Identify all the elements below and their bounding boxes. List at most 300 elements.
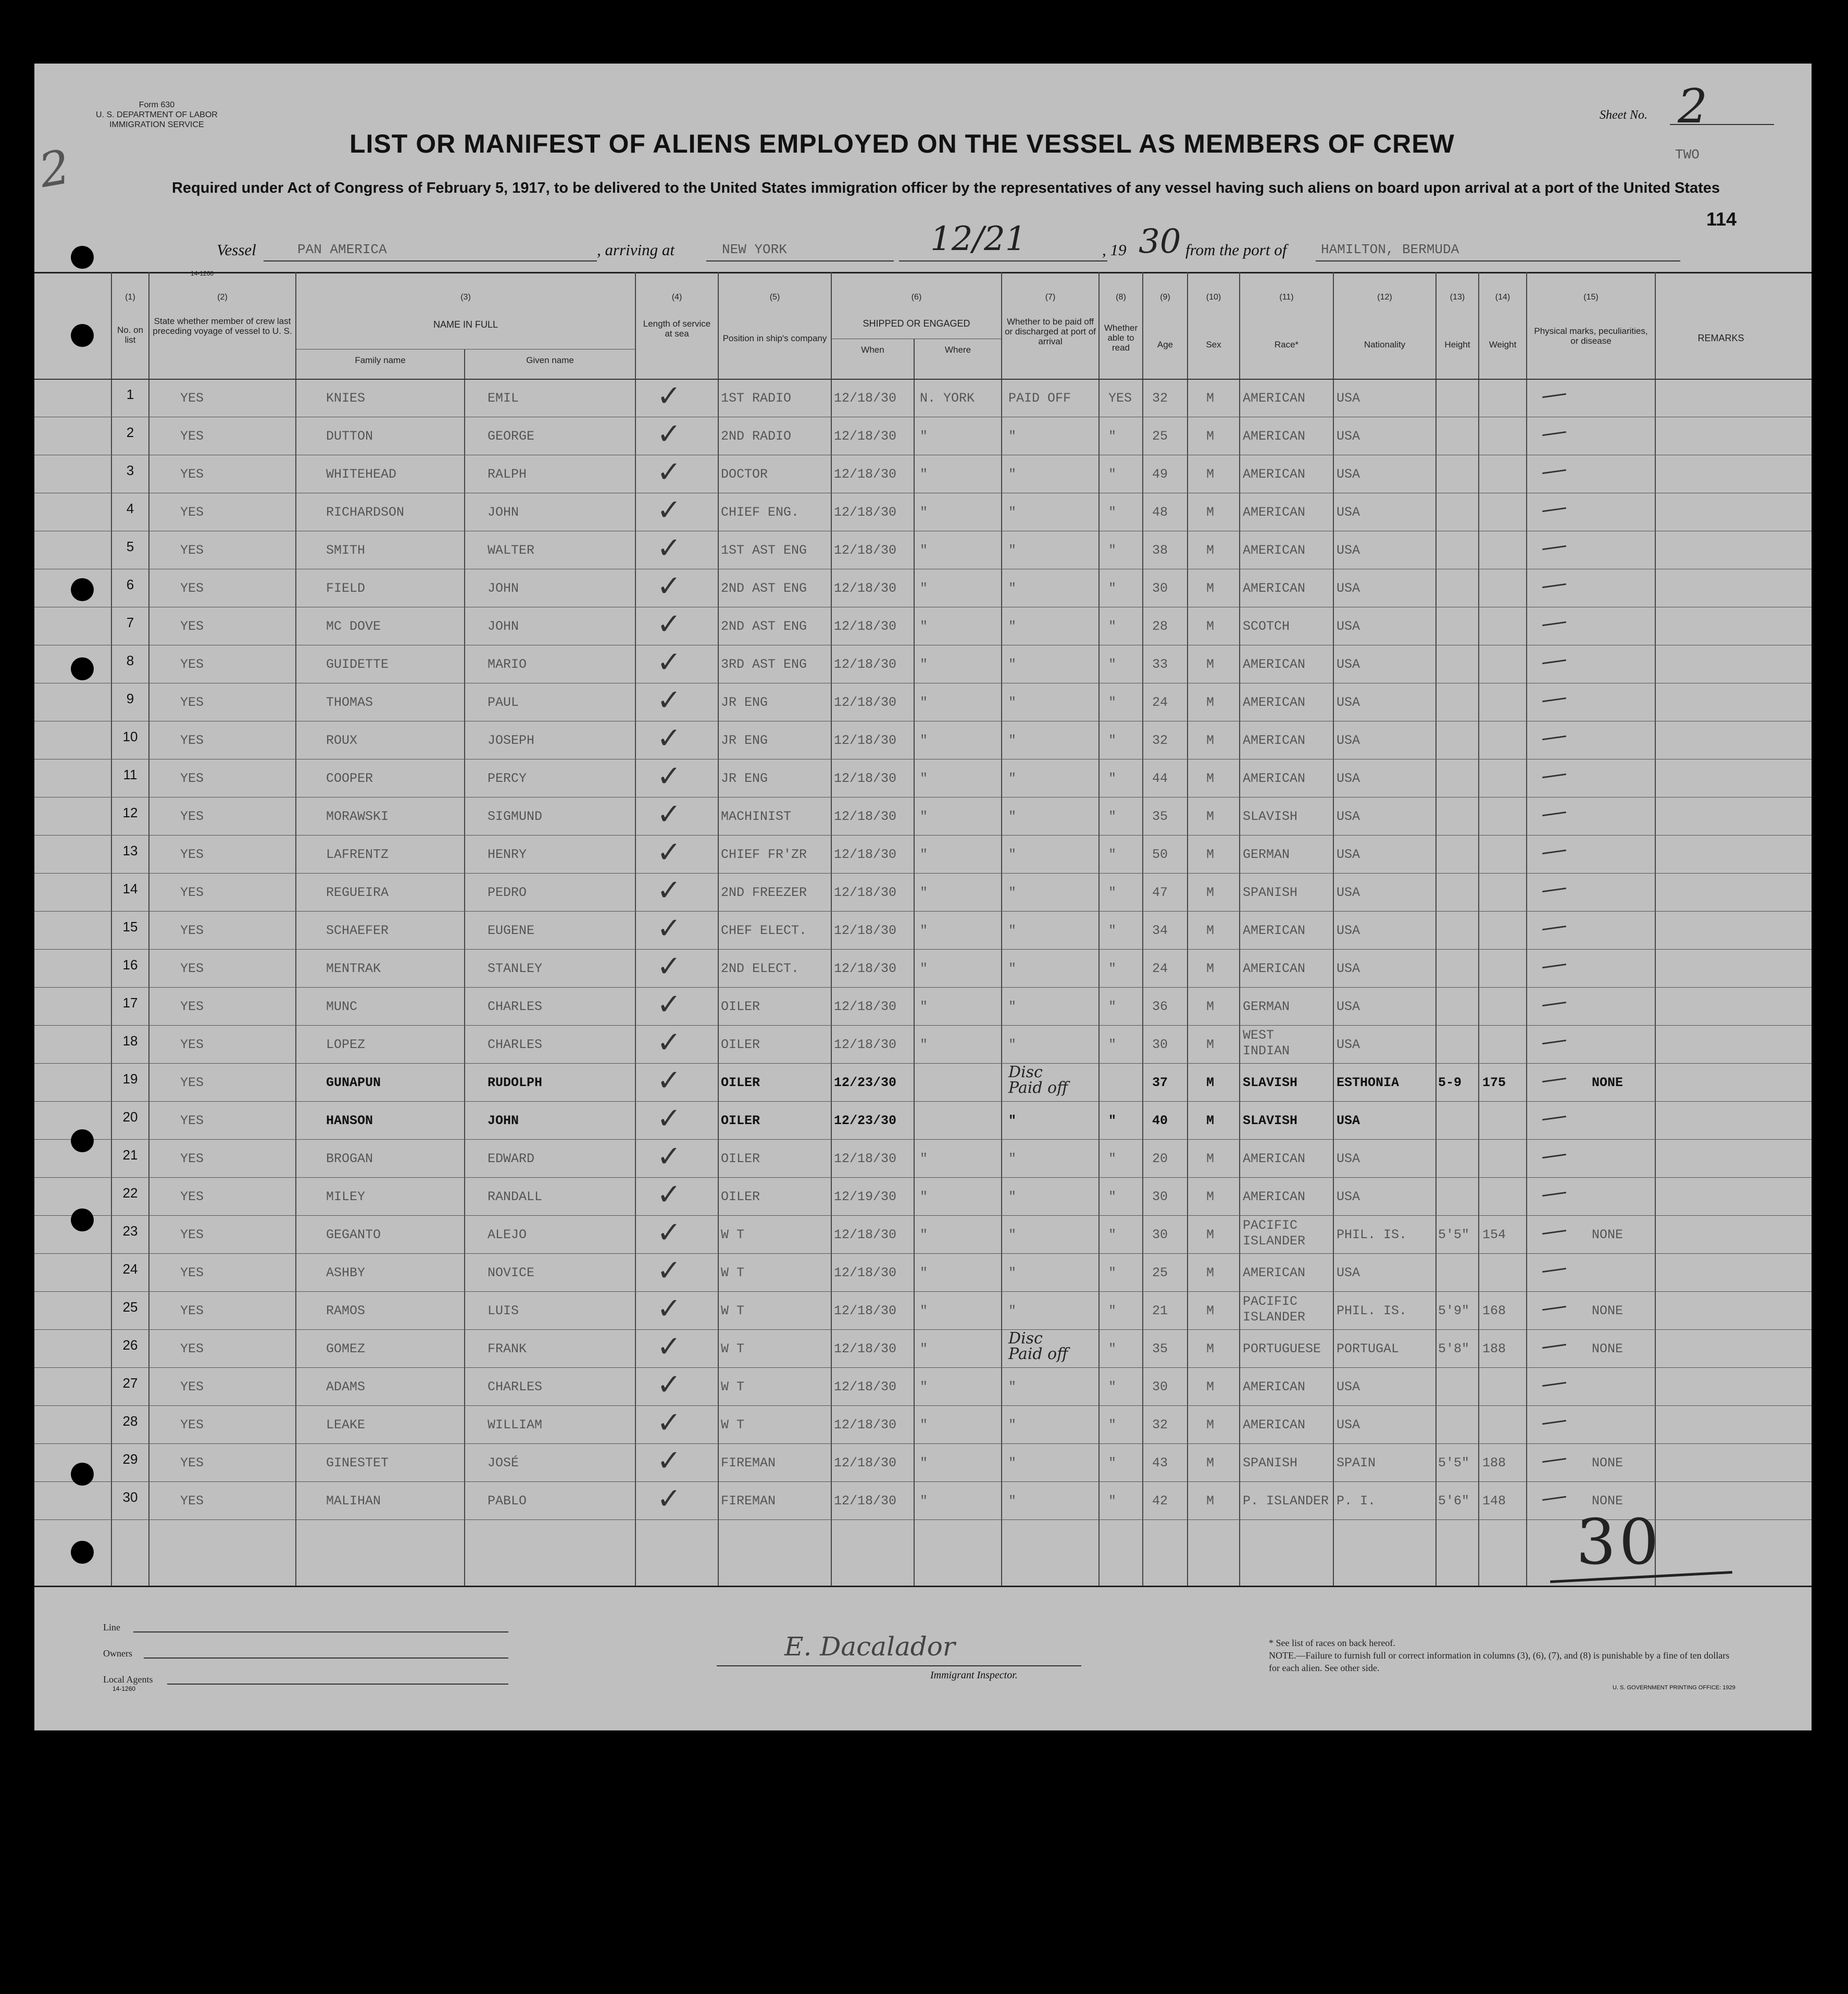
check-mark-icon: ✓: [657, 759, 681, 793]
table-row: [34, 1253, 1812, 1291]
cell-age: 30: [1152, 1037, 1168, 1052]
cell-where: ": [920, 618, 928, 634]
check-mark-icon: ✓: [657, 1139, 681, 1174]
cell-read: ": [1108, 1493, 1117, 1509]
cell-given: STANLEY: [488, 961, 543, 976]
owners-field: [144, 1657, 508, 1659]
cell-prev: YES: [180, 884, 204, 900]
cell-age: 30: [1152, 1379, 1168, 1394]
cell-where: ": [920, 504, 928, 520]
sheet-number-typed: TWO: [1675, 147, 1700, 163]
cell-given: PEDRO: [488, 884, 527, 900]
cell-weight: 168: [1482, 1303, 1506, 1318]
cell-when: 12/18/30: [834, 542, 897, 558]
col6-number: (6): [911, 293, 922, 302]
cell-family: LAFRENTZ: [326, 846, 389, 862]
table-row: [34, 493, 1812, 531]
cell-sex: M: [1206, 999, 1215, 1014]
cell-race: SLAVISH: [1243, 1075, 1298, 1090]
cell-age: 42: [1152, 1493, 1168, 1509]
inspector-signature: E. Dacalador: [784, 1631, 955, 1662]
row-number: 18: [122, 1032, 138, 1049]
cell-nat: USA: [1337, 770, 1360, 786]
cell-sex: M: [1206, 656, 1215, 672]
cell-position: OILER: [721, 1037, 760, 1052]
cell-where: N. YORK: [920, 390, 975, 406]
cell-given: CHARLES: [488, 1037, 543, 1052]
check-mark-icon: ✓: [657, 455, 681, 489]
cell-sex: M: [1206, 1303, 1215, 1318]
table-row: [34, 645, 1812, 683]
cell-paid: ": [1008, 1265, 1017, 1280]
cell-nat: USA: [1337, 504, 1360, 520]
cell-given: JOHN: [488, 1113, 519, 1128]
dash-mark-icon: [1542, 1039, 1566, 1044]
cell-weight: 188: [1482, 1341, 1506, 1356]
cell-read: ": [1108, 656, 1117, 672]
cell-sex: M: [1206, 923, 1215, 938]
check-mark-icon: ✓: [657, 417, 681, 451]
table-row: [34, 417, 1812, 455]
cell-read: ": [1108, 846, 1117, 862]
cell-when: 12/18/30: [834, 1379, 897, 1394]
manifest-sheet: [34, 64, 1812, 1730]
punch-hole: [71, 324, 94, 347]
cell-where: ": [920, 1037, 928, 1052]
cell-sex: M: [1206, 466, 1215, 482]
cell-family: KNIES: [326, 390, 366, 406]
cell-paid: ": [1008, 466, 1017, 482]
cell-nat: USA: [1337, 1037, 1360, 1052]
cell-family: WHITEHEAD: [326, 466, 397, 482]
cell-sex: M: [1206, 1189, 1215, 1204]
cell-read: ": [1108, 961, 1117, 976]
cell-sex: M: [1206, 390, 1215, 406]
cell-height: 5'5": [1438, 1455, 1470, 1470]
cell-read: ": [1108, 1037, 1117, 1052]
row-number: 30: [122, 1489, 138, 1505]
check-mark-icon: ✓: [657, 645, 681, 679]
punch-hole: [71, 246, 94, 269]
cell-read: ": [1108, 923, 1117, 938]
col15-number: (15): [1583, 293, 1599, 302]
cell-position: OILER: [721, 1151, 760, 1166]
cell-age: 28: [1152, 618, 1168, 634]
inspector-label: Immigrant Inspector.: [930, 1669, 1018, 1681]
dash-mark-icon: [1542, 507, 1566, 512]
cell-given: GEORGE: [488, 428, 535, 444]
punch-hole: [71, 1129, 94, 1152]
col13-number: (13): [1450, 293, 1465, 302]
cell-sex: M: [1206, 1341, 1215, 1356]
cell-nat: USA: [1337, 732, 1360, 748]
form-number-block: [96, 100, 218, 130]
cell-read: ": [1108, 1341, 1117, 1356]
dash-mark-icon: [1542, 697, 1566, 702]
cell-given: RANDALL: [488, 1189, 543, 1204]
row-number: 22: [122, 1185, 138, 1201]
cell-nat: USA: [1337, 1151, 1360, 1166]
cell-where: ": [920, 1341, 928, 1356]
cell-given: JOHN: [488, 618, 519, 634]
check-mark-icon: ✓: [657, 1291, 681, 1326]
dash-mark-icon: [1542, 1229, 1566, 1234]
table-row: [34, 797, 1812, 835]
cell-when: 12/18/30: [834, 1037, 897, 1052]
row-number: 19: [122, 1070, 138, 1087]
cell-nat: PHIL. IS.: [1337, 1303, 1407, 1318]
printer-line: U. S. GOVERNMENT PRINTING OFFICE: 1929: [1613, 1685, 1735, 1691]
cell-prev: YES: [180, 1303, 204, 1318]
check-mark-icon: ✓: [657, 1063, 681, 1098]
cell-nat: SPAIN: [1337, 1455, 1376, 1470]
col1-number: (1): [125, 293, 135, 302]
cell-given: CHARLES: [488, 1379, 543, 1394]
check-mark-icon: ✓: [657, 873, 681, 907]
remarks-header: REMARKS: [1697, 333, 1744, 343]
row-number: 3: [126, 462, 134, 478]
col4-number: (4): [671, 293, 682, 302]
check-mark-icon: ✓: [657, 569, 681, 603]
table-row: [34, 607, 1812, 645]
cell-when: 12/18/30: [834, 961, 897, 976]
cell-race: AMERICAN: [1243, 1379, 1306, 1394]
row-number: 5: [126, 538, 134, 554]
cell-read: ": [1108, 580, 1117, 596]
cell-given: PERCY: [488, 770, 527, 786]
cell-read: ": [1108, 808, 1117, 824]
cell-read: ": [1108, 1417, 1117, 1432]
cell-sex: M: [1206, 1379, 1215, 1394]
cell-paid: Disc Paid off: [1008, 1329, 1068, 1363]
dash-mark-icon: [1542, 1457, 1566, 1462]
form-title: LIST OR MANIFEST OF ALIENS EMPLOYED ON THE VESSEL AS MEMBERS OF CREW: [349, 129, 1455, 158]
table-row: [34, 873, 1812, 911]
col6-when-header: When: [861, 345, 884, 355]
cell-given: EMIL: [488, 390, 519, 406]
cell-nat: USA: [1337, 542, 1360, 558]
cell-prev: YES: [180, 1189, 204, 1204]
cell-family: BROGAN: [326, 1151, 373, 1166]
cell-read: YES: [1108, 390, 1132, 406]
cell-family: RICHARDSON: [326, 504, 405, 520]
cell-sex: M: [1206, 732, 1215, 748]
cell-position: OILER: [721, 1189, 760, 1204]
from-port-label: from the port of: [1185, 241, 1287, 259]
cell-prev: YES: [180, 1493, 204, 1509]
cell-age: 47: [1152, 884, 1168, 900]
check-mark-icon: ✓: [657, 1215, 681, 1250]
cell-paid: ": [1008, 770, 1017, 786]
cell-race: P. ISLANDER: [1243, 1493, 1329, 1509]
cell-family: FIELD: [326, 580, 366, 596]
check-mark-icon: ✓: [657, 987, 681, 1021]
cell-paid: ": [1008, 1189, 1017, 1204]
cell-where: ": [920, 846, 928, 862]
check-mark-icon: ✓: [657, 531, 681, 565]
cell-race: AMERICAN: [1243, 656, 1306, 672]
cell-where: ": [920, 580, 928, 596]
punch-hole: [71, 657, 94, 680]
cell-read: ": [1108, 770, 1117, 786]
check-mark-icon: ✓: [657, 493, 681, 527]
dash-mark-icon: [1542, 1343, 1566, 1348]
check-mark-icon: ✓: [657, 911, 681, 945]
cell-sex: M: [1206, 428, 1215, 444]
cell-read: ": [1108, 542, 1117, 558]
cell-sex: M: [1206, 846, 1215, 862]
table-row: [34, 911, 1812, 949]
cell-race: AMERICAN: [1243, 923, 1306, 938]
table-row: [34, 1367, 1812, 1405]
cell-age: 21: [1152, 1303, 1168, 1318]
cell-when: 12/18/30: [834, 808, 897, 824]
col7-number: (7): [1045, 293, 1056, 302]
cell-when: 12/18/30: [834, 1151, 897, 1166]
cell-family: THOMAS: [326, 694, 373, 710]
cell-paid: ": [1008, 504, 1017, 520]
cell-family: MUNC: [326, 999, 358, 1014]
cell-when: 12/18/30: [834, 1227, 897, 1242]
cell-race: PACIFIC ISLANDER: [1243, 1293, 1306, 1325]
cell-sex: M: [1206, 1417, 1215, 1432]
dash-mark-icon: [1542, 431, 1566, 435]
col14-number: (14): [1495, 293, 1510, 302]
cell-read: ": [1108, 1113, 1117, 1128]
row-number: 27: [122, 1375, 138, 1391]
cell-race: AMERICAN: [1243, 1265, 1306, 1280]
cell-nat: P. I.: [1337, 1493, 1376, 1509]
cell-sex: M: [1206, 1037, 1215, 1052]
cell-position: FIREMAN: [721, 1455, 776, 1470]
cell-sex: M: [1206, 580, 1215, 596]
cell-paid: ": [1008, 1303, 1017, 1318]
row-number: 13: [122, 842, 138, 858]
sheet-number: 2: [1678, 79, 1708, 134]
vessel-name: PAN AMERICA: [297, 242, 387, 257]
cell-read: ": [1108, 1265, 1117, 1280]
inspector-line: [717, 1665, 1081, 1666]
cell-position: 2ND FREEZER: [721, 884, 807, 900]
cell-position: W T: [721, 1227, 745, 1242]
cell-nat: PHIL. IS.: [1337, 1227, 1407, 1242]
cell-age: 49: [1152, 466, 1168, 482]
cell-paid: Disc Paid off: [1008, 1063, 1068, 1097]
from-port-line: [1316, 260, 1680, 261]
cell-paid: ": [1008, 1379, 1017, 1394]
line-field: [133, 1631, 508, 1632]
table-row: [34, 1177, 1812, 1215]
cell-when: 12/19/30: [834, 1189, 897, 1204]
cell-where: ": [920, 656, 928, 672]
cell-nat: USA: [1337, 390, 1360, 406]
cell-prev: YES: [180, 656, 204, 672]
col9-header: Age: [1157, 340, 1173, 350]
cell-family: GUIDETTE: [326, 656, 389, 672]
cell-prev: YES: [180, 1455, 204, 1470]
cell-read: ": [1108, 1379, 1117, 1394]
arriving-label: , arriving at: [597, 241, 675, 259]
dash-mark-icon: [1542, 925, 1566, 930]
cell-given: MARIO: [488, 656, 527, 672]
cell-when: 12/18/30: [834, 1303, 897, 1318]
cell-age: 30: [1152, 1189, 1168, 1204]
cell-position: W T: [721, 1417, 745, 1432]
cell-family: MILEY: [326, 1189, 366, 1204]
sheet-label: Sheet No.: [1600, 108, 1647, 122]
cell-given: PAUL: [488, 694, 519, 710]
penalty-note: NOTE.—Failure to furnish full or correct information in columns (3), (6), (7), and (8) is punishable by a fine of ten dollars for each alien. See other side.: [1269, 1650, 1730, 1673]
cell-sex: M: [1206, 1493, 1215, 1509]
row-number: 9: [126, 690, 134, 706]
cell-prev: YES: [180, 1037, 204, 1052]
cell-sex: M: [1206, 884, 1215, 900]
cell-paid: ": [1008, 428, 1017, 444]
cell-race: AMERICAN: [1243, 961, 1306, 976]
dash-mark-icon: [1542, 773, 1566, 778]
table-row: [34, 835, 1812, 873]
cell-when: 12/18/30: [834, 1417, 897, 1432]
cell-where: ": [920, 1417, 928, 1432]
cell-where: ": [920, 428, 928, 444]
cell-prev: YES: [180, 1417, 204, 1432]
cell-race: AMERICAN: [1243, 694, 1306, 710]
form-number: Form 630: [139, 101, 175, 109]
cell-where: ": [920, 808, 928, 824]
cell-when: 12/23/30: [834, 1113, 897, 1128]
cell-position: OILER: [721, 1113, 760, 1128]
cell-when: 12/18/30: [834, 770, 897, 786]
cell-when: 12/18/30: [834, 390, 897, 406]
row-number: 14: [122, 880, 138, 896]
cell-nat: USA: [1337, 466, 1360, 482]
arriving-line: [706, 260, 894, 261]
cell-nat: USA: [1337, 1265, 1360, 1280]
cell-given: FRANK: [488, 1341, 527, 1356]
cell-where: ": [920, 1303, 928, 1318]
col10-number: (10): [1206, 293, 1221, 302]
cell-prev: YES: [180, 580, 204, 596]
cell-prev: YES: [180, 428, 204, 444]
col8-number: (8): [1116, 293, 1126, 302]
cell-weight: 154: [1482, 1227, 1506, 1242]
col11-number: (11): [1279, 293, 1294, 302]
row-number: 21: [122, 1146, 138, 1163]
cell-age: 30: [1152, 1227, 1168, 1242]
margin-mark: 2: [35, 139, 74, 199]
cell-when: 12/18/30: [834, 1265, 897, 1280]
cell-given: SIGMUND: [488, 808, 543, 824]
cell-position: CHIEF ENG.: [721, 504, 800, 520]
cell-age: 36: [1152, 999, 1168, 1014]
cell-family: REGUEIRA: [326, 884, 389, 900]
cell-paid: ": [1008, 1227, 1017, 1242]
race-note: * See list of races on back hereof.: [1269, 1638, 1395, 1648]
row-number: 6: [126, 576, 134, 592]
cell-paid: ": [1008, 580, 1017, 596]
col3-number: (3): [460, 293, 471, 302]
cell-race: AMERICAN: [1243, 390, 1306, 406]
col6-where-header: Where: [944, 345, 971, 355]
cell-nat: ESTHONIA: [1337, 1075, 1400, 1090]
cell-race: GERMAN: [1243, 846, 1290, 862]
cell-height: 5-9: [1438, 1075, 1462, 1090]
name-subheader-line: [296, 349, 635, 350]
cell-given: JOHN: [488, 504, 519, 520]
cell-age: 37: [1152, 1075, 1168, 1090]
cell-race: GERMAN: [1243, 999, 1290, 1014]
table-row: [34, 1025, 1812, 1063]
row-number: 11: [123, 766, 138, 782]
cell-family: COOPER: [326, 770, 373, 786]
punch-hole: [71, 1541, 94, 1564]
cell-nat: USA: [1337, 961, 1360, 976]
cell-given: WALTER: [488, 542, 535, 558]
cell-family: RAMOS: [326, 1303, 366, 1318]
cell-position: JR ENG: [721, 694, 768, 710]
cell-when: 12/23/30: [834, 1075, 897, 1090]
cell-read: ": [1108, 1189, 1117, 1204]
local-agents-field: [167, 1684, 508, 1685]
table-row: [34, 379, 1812, 417]
cell-paid: ": [1008, 1417, 1017, 1432]
form-subtitle: Required under Act of Congress of February 5, 1917, to be delivered to the United States immigration officer by the representatives of any vessel having such aliens on board upon arrival at a port of the United States: [171, 180, 1720, 196]
col5-header: Position in ship's company: [722, 333, 827, 343]
cell-prev: YES: [180, 808, 204, 824]
cell-where: ": [920, 542, 928, 558]
cell-weight: 148: [1482, 1493, 1506, 1509]
cell-sex: M: [1206, 1455, 1215, 1470]
cell-given: ALEJO: [488, 1227, 527, 1242]
table-row: [34, 1063, 1812, 1101]
cell-age: 32: [1152, 732, 1168, 748]
cell-position: 1ST AST ENG: [721, 542, 807, 558]
arrival-date: 12/21: [930, 220, 1027, 258]
check-mark-icon: ✓: [657, 835, 681, 869]
cell-age: 34: [1152, 923, 1168, 938]
cell-age: 35: [1152, 1341, 1168, 1356]
cell-prev: YES: [180, 694, 204, 710]
cell-when: 12/18/30: [834, 923, 897, 938]
cell-where: ": [920, 923, 928, 938]
dash-mark-icon: [1542, 621, 1566, 626]
check-mark-icon: ✓: [657, 1367, 681, 1402]
dash-mark-icon: [1542, 1191, 1566, 1196]
cell-family: GUNAPUN: [326, 1075, 381, 1090]
cell-read: ": [1108, 999, 1117, 1014]
cell-nat: USA: [1337, 656, 1360, 672]
cell-given: NOVICE: [488, 1265, 535, 1280]
cell-family: MORAWSKI: [326, 808, 389, 824]
cell-prev: YES: [180, 390, 204, 406]
cell-given: RALPH: [488, 466, 527, 482]
cell-when: 12/18/30: [834, 466, 897, 482]
cell-position: DOCTOR: [721, 466, 768, 482]
cell-where: ": [920, 1379, 928, 1394]
cell-read: ": [1108, 428, 1117, 444]
cell-nat: USA: [1337, 1417, 1360, 1432]
cell-age: 35: [1152, 808, 1168, 824]
check-mark-icon: ✓: [657, 1481, 681, 1516]
cell-family: LOPEZ: [326, 1037, 366, 1052]
col1-header: No. on list: [117, 325, 144, 345]
col12-header: Nationality: [1364, 340, 1406, 350]
cell-given: JOSEPH: [488, 732, 535, 748]
cell-race: AMERICAN: [1243, 732, 1306, 748]
cell-where: ": [920, 1265, 928, 1280]
cell-age: 32: [1152, 390, 1168, 406]
cell-where: ": [920, 1227, 928, 1242]
